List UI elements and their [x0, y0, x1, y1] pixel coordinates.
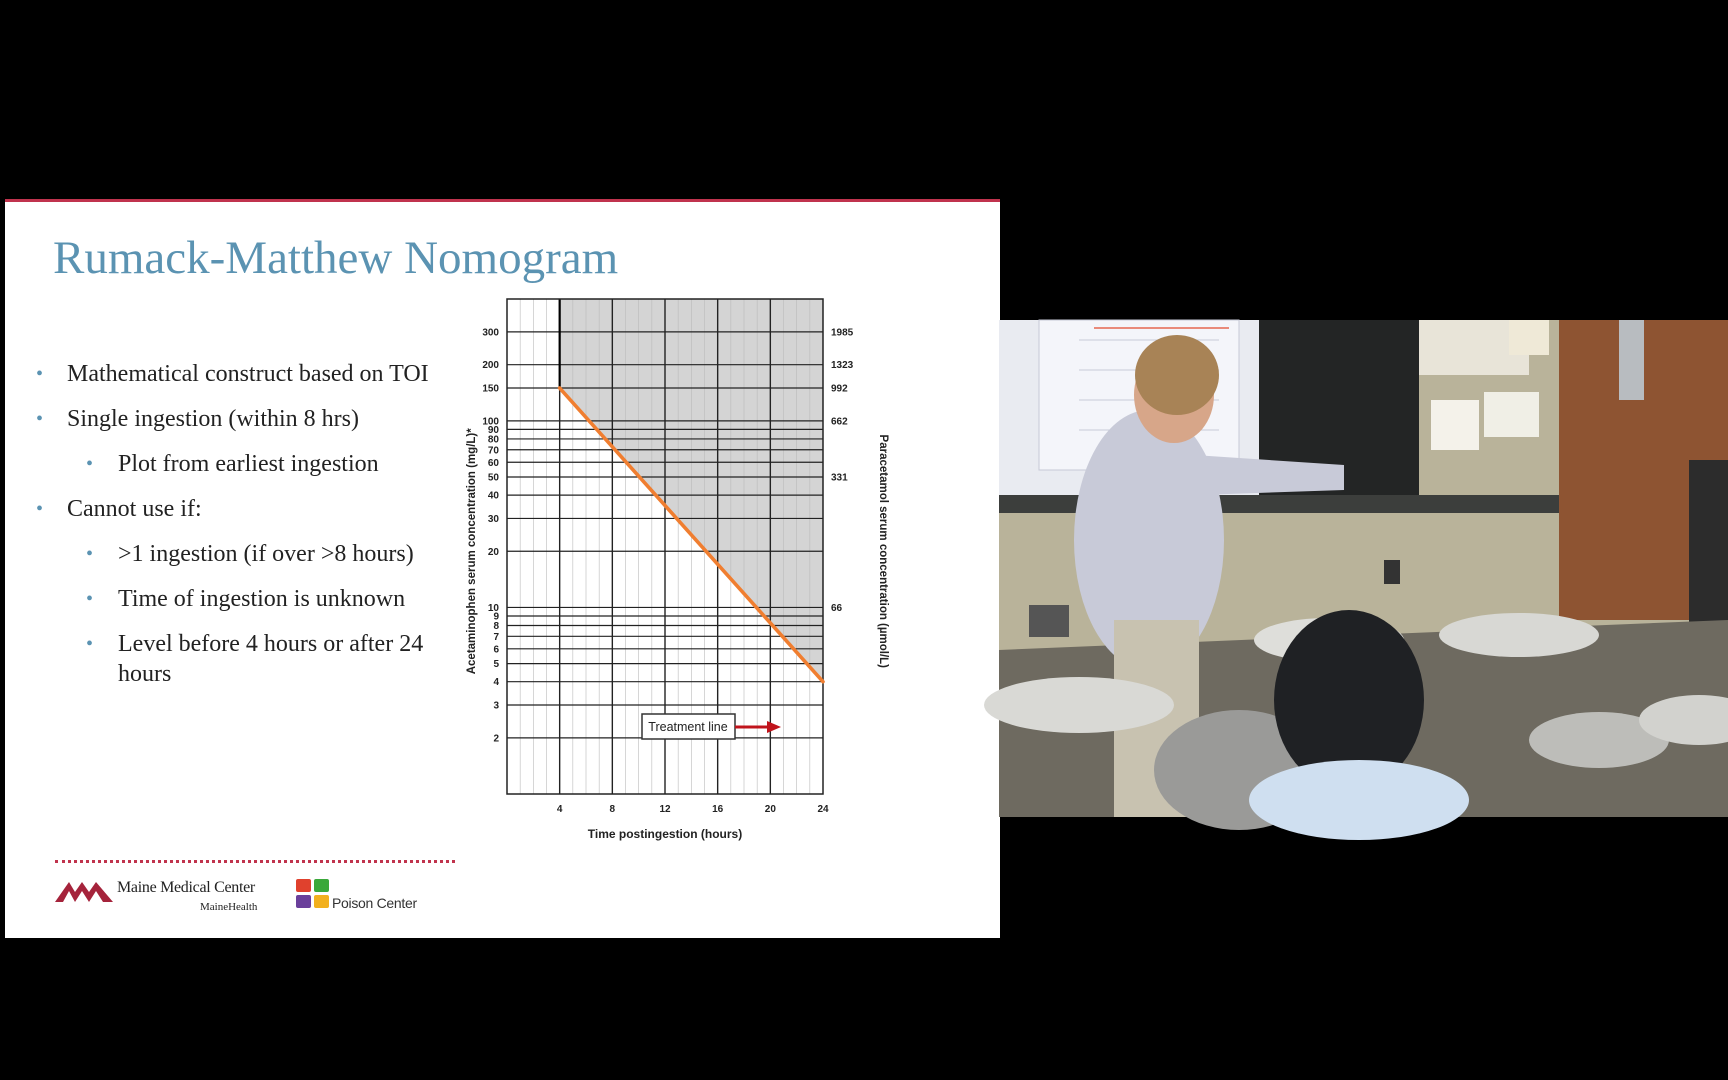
- slide-top-accent-bar: [5, 199, 1000, 202]
- y-tick-label: 70: [487, 445, 499, 457]
- y-tick-label: 30: [487, 513, 499, 525]
- y-tick-label: 300: [482, 327, 499, 339]
- sub-bullet-item: • Plot from earliest ingestion: [30, 449, 470, 479]
- y-tick-label: 2: [493, 733, 499, 745]
- poison-center-tiles-icon: [296, 879, 330, 909]
- y-tick-label: 4: [493, 677, 499, 689]
- sub-bullet-item: • Time of ingestion is unknown: [30, 584, 470, 614]
- slide-title: Rumack-Matthew Nomogram: [53, 232, 619, 284]
- y-tick-label: 60: [487, 457, 499, 469]
- x-tick-label: 4: [556, 804, 563, 815]
- lecture-video-feed: [999, 320, 1728, 817]
- y-tick-label: 5: [493, 659, 499, 671]
- x-tick-label: 12: [659, 804, 671, 815]
- y-right-tick-label: 662: [831, 416, 848, 428]
- y-tick-label: 100: [482, 416, 499, 428]
- x-tick-label: 8: [609, 804, 616, 815]
- y-right-axis-label: Paracetamol serum concentration (µmol/L): [877, 434, 889, 669]
- x-tick-label: 24: [817, 804, 829, 815]
- y-tick-label: 50: [487, 472, 499, 484]
- y-tick-label: 200: [482, 360, 499, 372]
- sub-bullet-item: • Level before 4 hours or after 24 hours: [30, 629, 470, 689]
- y-tick-label: 150: [482, 383, 499, 395]
- treatment-line-arrowhead: [767, 721, 781, 733]
- bullet-item: • Mathematical construct based on TOI: [30, 359, 470, 389]
- y-tick-label: 80: [487, 434, 499, 446]
- treatment-line-annotation: Treatment line: [648, 720, 728, 734]
- dotted-divider: [55, 860, 455, 863]
- y-tick-label: 8: [493, 621, 499, 633]
- y-tick-label: 40: [487, 490, 499, 502]
- x-axis-label: Time postingestion (hours): [587, 827, 743, 841]
- nomogram-chart: [466, 299, 990, 939]
- mmc-logo-name: Maine Medical Center: [117, 879, 255, 896]
- x-tick-label: 20: [764, 804, 776, 815]
- y-tick-label: 6: [493, 644, 499, 656]
- y-right-tick-label: 1985: [831, 327, 854, 339]
- bullet-item: • Single ingestion (within 8 hrs): [30, 404, 470, 434]
- presentation-slide: [5, 199, 1000, 938]
- y-tick-label: 7: [493, 631, 499, 643]
- bullet-list: [30, 359, 470, 704]
- y-axis-label: Acetaminophen serum concentration (mg/L)*: [466, 428, 478, 675]
- classroom-video-image: [999, 320, 1728, 817]
- y-tick-label: 10: [487, 602, 499, 614]
- y-right-tick-label: 331: [831, 472, 848, 484]
- y-right-tick-label: 992: [831, 383, 848, 395]
- y-right-tick-label: 1323: [831, 360, 854, 372]
- mmc-logo-subtitle: MaineHealth: [200, 901, 258, 913]
- mmc-mountain-icon: [55, 882, 113, 902]
- y-right-tick-label: 66: [831, 602, 843, 614]
- y-tick-label: 9: [493, 611, 499, 623]
- y-tick-label: 20: [487, 546, 499, 558]
- poison-center-logo-name: Poison Center: [332, 895, 417, 911]
- bullet-item: • Cannot use if:: [30, 494, 470, 524]
- y-tick-label: 3: [493, 700, 499, 712]
- x-tick-label: 16: [712, 804, 724, 815]
- maine-medical-center-logo: [55, 879, 270, 919]
- y-tick-label: 90: [487, 424, 499, 436]
- sub-bullet-item: • >1 ingestion (if over >8 hours): [30, 539, 470, 569]
- poison-center-logo: [296, 879, 416, 919]
